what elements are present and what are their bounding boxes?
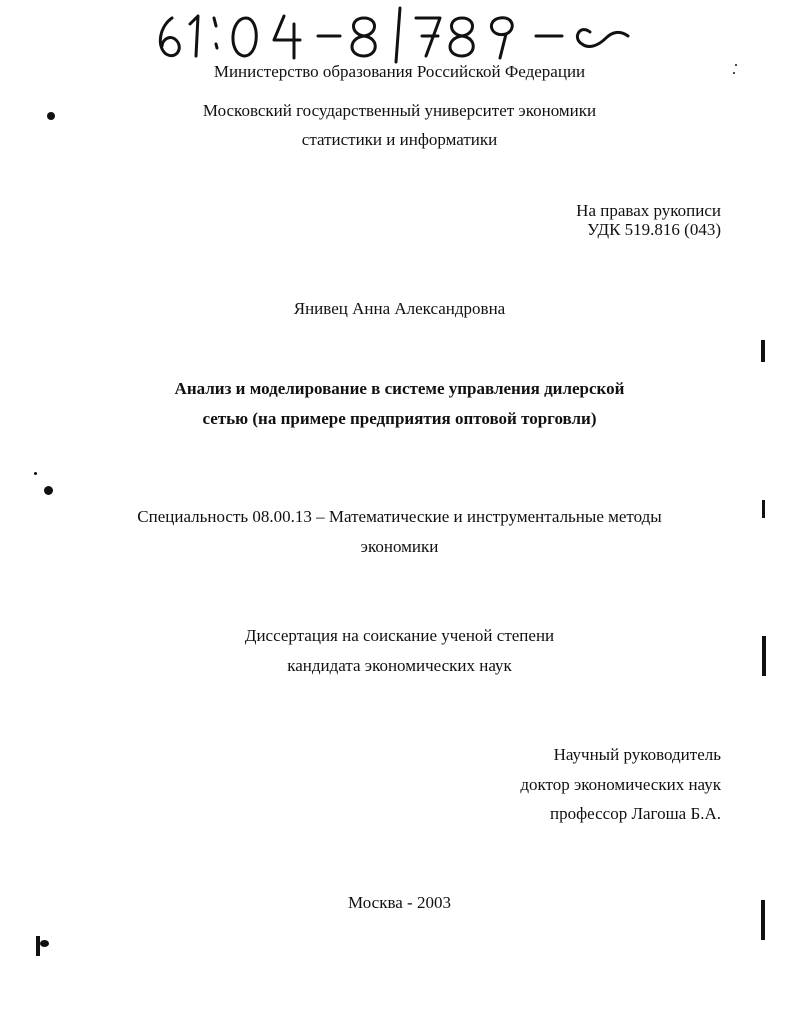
scan-edge-mark <box>762 500 765 518</box>
scan-edge-mark <box>761 900 765 940</box>
scan-edge-mark <box>761 340 765 362</box>
scan-speck <box>44 486 53 495</box>
scan-speck <box>47 112 55 120</box>
author-name: Янивец Анна Александровна <box>293 299 506 318</box>
ministry-line: Министерство образования Российской Федерации <box>213 62 586 81</box>
degree-line-2: кандидата экономических наук <box>287 656 512 675</box>
city-year: Москва - 2003 <box>348 893 451 912</box>
supervisor-name: профессор Лагоша Б.А. <box>550 804 721 823</box>
specialty-line-2: экономики <box>360 537 439 556</box>
dissertation-title-line-1: Анализ и моделирование в системе управления дилерской <box>174 379 625 398</box>
dissertation-title-line-2: сетью (на примере предприятия оптовой торговли) <box>202 409 597 428</box>
degree-line-1: Диссертация на соискание ученой степени <box>244 626 555 645</box>
university-line-1: Московский государственный университет экономики <box>202 101 597 120</box>
supervisor-role: Научный руководитель <box>553 745 721 764</box>
handwritten-archive-code <box>150 4 640 64</box>
scan-speck <box>34 472 37 475</box>
supervisor-degree: доктор экономических наук <box>520 775 721 794</box>
university-line-2: статистики и информатики <box>301 130 498 149</box>
scan-mark <box>36 936 40 956</box>
scan-speck <box>735 64 737 66</box>
scan-edge-mark <box>762 636 766 676</box>
scan-speck <box>733 72 735 74</box>
scan-speck <box>40 940 49 947</box>
udc-code: УДК 519.816 (043) <box>587 220 721 239</box>
specialty-line-1: Специальность 08.00.13 – Математические и инструментальные методы <box>137 507 662 526</box>
manuscript-rights: На правах рукописи <box>576 201 721 220</box>
